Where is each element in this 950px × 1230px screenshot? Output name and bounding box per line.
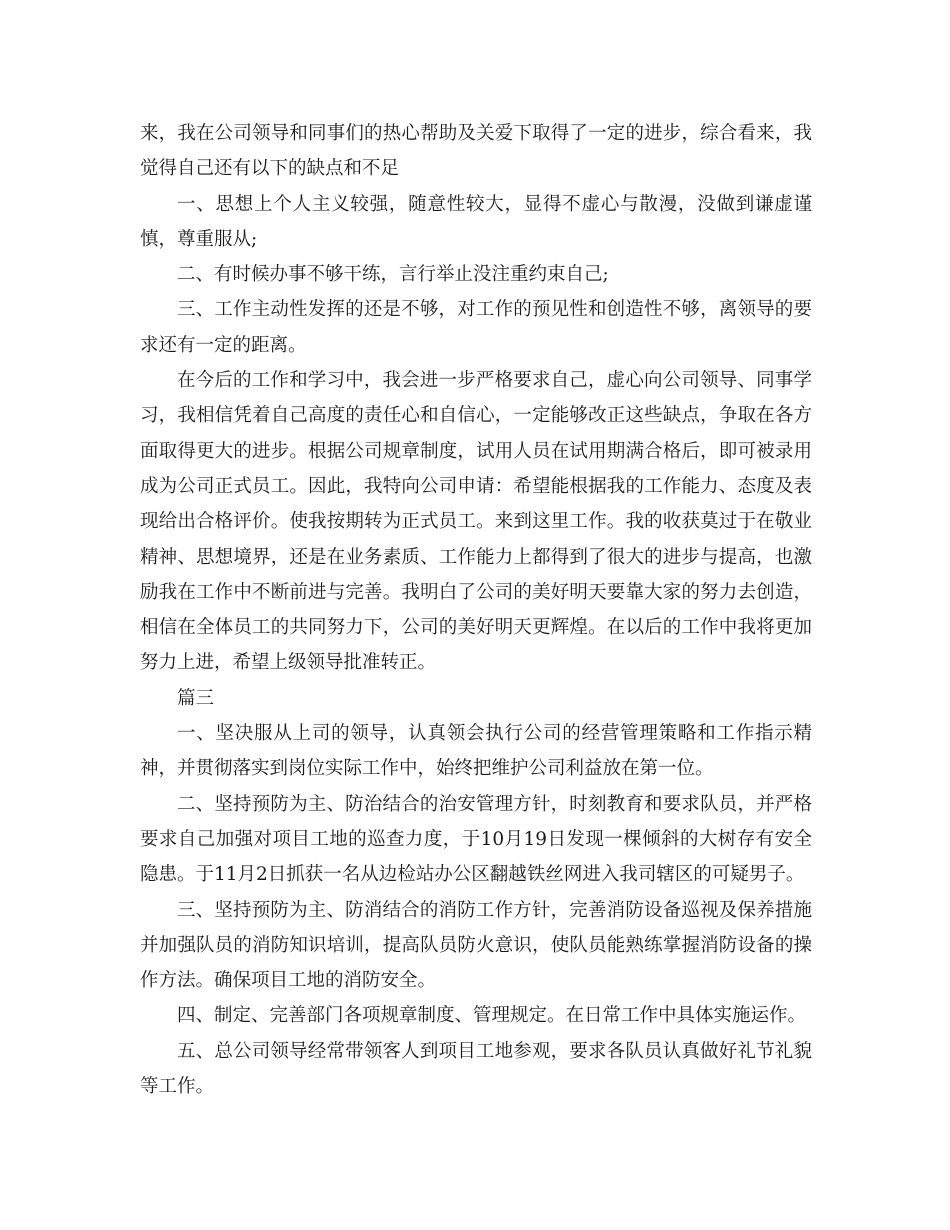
document-body	[140, 116, 812, 1104]
paragraph-item-2: 二、坚持预防为主、防治结合的治安管理方针，时刻教育和要求队员，并严格要求自己加强对项目工地的巡查力度，于10月19日发现一棵倾斜的大树存有安全隐患。于11月2日抓获一名从边检站办公区翻越铁丝网进入我司辖区的可疑男子。	[140, 793, 812, 886]
paragraph-item-4: 四、制定、完善部门各项规章制度、管理规定。在日常工作中具体实施运作。	[177, 1005, 807, 1027]
paragraph-item-5: 五、总公司领导经常带领客人到项目工地参观，要求各队员认真做好礼节礼貌等工作。	[140, 1040, 812, 1098]
section-heading: 篇三	[177, 687, 215, 709]
paragraph-shortcoming-2: 二、有时候办事不够干练，言行举止没注重约束自己;	[177, 264, 609, 286]
paragraph-continuation: 来，我在公司领导和同事们的热心帮助及关爱下取得了一定的进步，综合看来，我觉得自己还有以下的缺点和不足	[140, 123, 812, 180]
paragraph-shortcoming-3: 三、工作主动性发挥的还是不够，对工作的预见性和创造性不够，离领导的要求还有一定的距离。	[140, 299, 812, 356]
paragraph-item-1: 一、坚决服从上司的领导，认真领会执行公司的经营管理策略和工作指示精神，并贯彻落实到岗位实际工作中，始终把维护公司利益放在第一位。	[140, 723, 812, 780]
paragraph-shortcoming-1: 一、思想上个人主义较强，随意性较大，显得不虚心与散漫，没做到谦虚谨慎，尊重服从;	[140, 193, 812, 250]
paragraph-item-3: 三、坚持预防为主、防消结合的消防工作方针，完善消防设备巡视及保养措施并加强队员的消防知识培训，提高队员防火意识，使队员能熟练掌握消防设备的操作方法。确保项目工地的消防安全。	[140, 899, 812, 992]
paragraph-future-plan: 在今后的工作和学习中，我会进一步严格要求自己，虚心向公司领导、同事学习，我相信凭着自己高度的责任心和自信心，一定能够改正这些缺点，争取在各方面取得更大的进步。根据公司规章制度，试用人员在试用期满合格后，即可被录用成为公司正式员工。因此，我特向公司申请：希望能根据我的工作能力、态度及表现给出合格评价。使我按期转为正式员工。来到这里工作。我的收获莫过于在敬业精神、思想境界，还是在业务素质、工作能力上都得到了很大的进步与提高，也激励我在工作中不断前进与完善。我明白了公司的美好明天要靠大家的努力去创造，相信在全体员工的共同努力下，公司的美好明天更辉煌。在以后的工作中我将更加努力上进，希望上级领导批准转正。	[140, 370, 812, 674]
